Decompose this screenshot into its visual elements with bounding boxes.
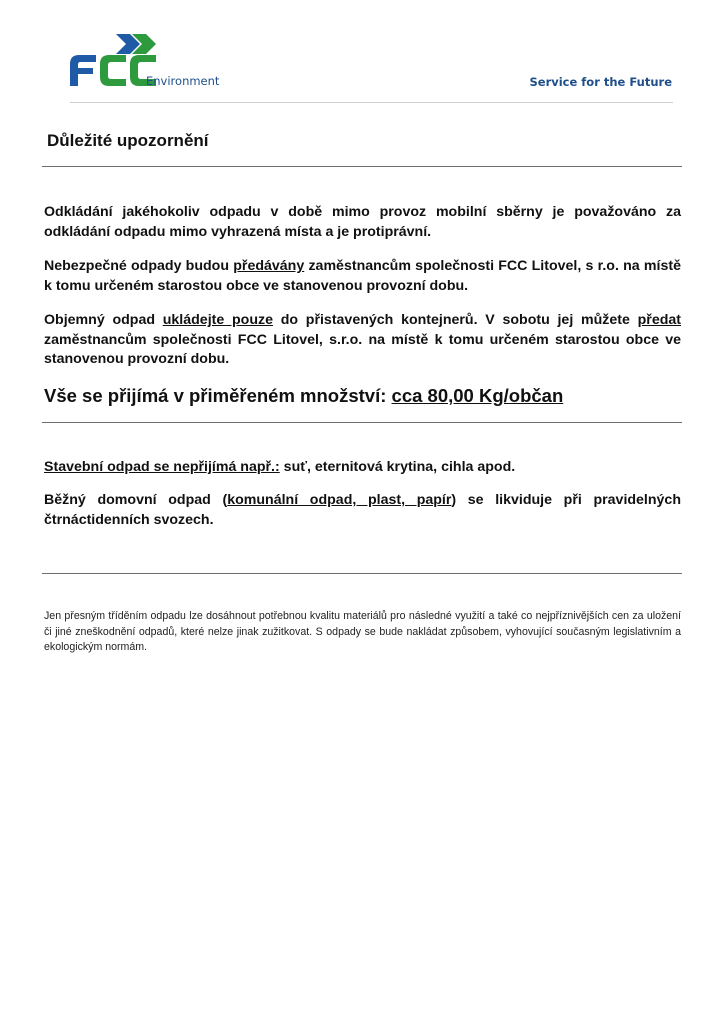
logo-environment-text: Environment (146, 74, 220, 88)
text: Vše se přijímá v přiměřeném množství: (44, 385, 392, 406)
page-title: Důležité upozornění (47, 131, 209, 150)
underlined-text: předat (637, 312, 681, 328)
paragraph-nebezpecne-odpady (44, 257, 681, 296)
text: Běžný domovní odpad ( (44, 492, 228, 508)
underlined-text: cca 80,00 Kg/občan (391, 385, 564, 406)
header-divider (70, 102, 673, 103)
paragraph-mnozstvi (44, 384, 681, 408)
text: do přistavených kontejnerů. V sobotu jej můžete (272, 312, 638, 328)
logo-letter-f (70, 55, 96, 86)
underlined-text: Stavební odpad se nepřijímá např.: (44, 459, 280, 475)
divider (42, 422, 682, 423)
divider (42, 166, 682, 167)
page-header (0, 0, 724, 110)
paragraph-domovni-odpad (44, 491, 681, 530)
paragraph-stavebni-odpad (44, 458, 681, 478)
text: Objemný odpad (44, 312, 163, 328)
footnote-paragraph: Jen přesným tříděním odpadu lze dosáhnout potřebnou kvalitu materiálů pro následné využití a také co nejpříznivějších cen za uložení či jiné zneškodnění odpadů, které nelze jinak zužitkovat. S odpady se bude nakládat způsobem, vyhovující současným legislativním a ekologickým normám. (44, 610, 681, 653)
text: zaměstnancům společnosti FCC Litovel, s.r.o. na místě k tomu určeném starostou obce ve stanovenou provozní dobu. (44, 331, 681, 367)
underlined-text: předávány (233, 258, 305, 274)
text: Nebezpečné odpady budou (44, 258, 234, 274)
paragraph-odkladani: Odkládání jakéhokoliv odpadu v době mimo provoz mobilní sběrny je považováno za odkládání odpadu mimo vyhrazená místa a je protiprávní. (44, 204, 681, 240)
underlined-text: komunální odpad, plast, papír (227, 492, 452, 508)
text: suť, eternitová krytina, cihla apod. (279, 459, 516, 475)
text: ) se likviduje při pravidelných čtrnáctidenních svozech. (44, 492, 681, 528)
text: zaměstnancům společnosti FCC Litovel, s r.o. na místě k tomu určeném starostou obce ve stanovenou provozní dobu. (44, 258, 681, 294)
logo-letter-c1 (100, 55, 126, 86)
divider (42, 573, 682, 574)
paragraph-objemny-odpad (44, 311, 681, 370)
underlined-text: ukládejte pouze (162, 312, 273, 328)
tagline: Service for the Future (529, 75, 672, 89)
